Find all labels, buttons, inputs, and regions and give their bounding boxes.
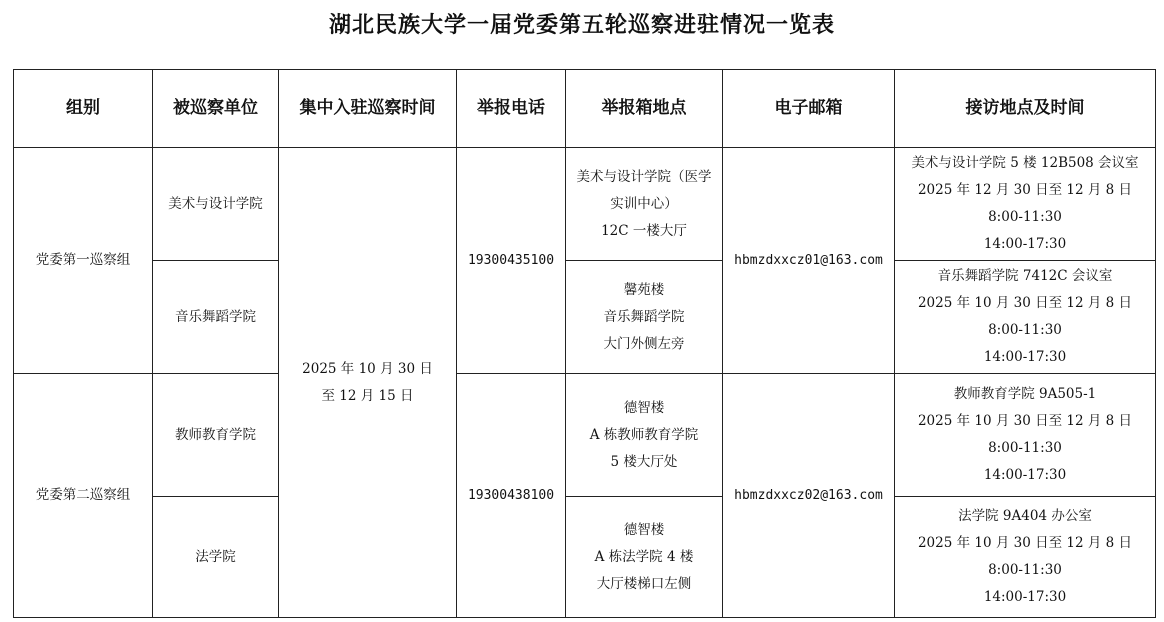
box-location-line: 德智楼 bbox=[623, 399, 665, 416]
visit-cell bbox=[895, 374, 1156, 497]
visit-time-am: 8:00-11:30 bbox=[988, 322, 1062, 338]
box-location-line: 大门外侧左旁 bbox=[603, 335, 685, 352]
box-location-line: 馨苑楼 bbox=[623, 281, 665, 298]
visit-cell bbox=[895, 148, 1156, 261]
unit-name: 音乐舞蹈学院 bbox=[175, 308, 256, 325]
header-cell-unit: 被巡察单位 bbox=[153, 70, 279, 148]
visit-time-am: 8:00-11:30 bbox=[988, 209, 1062, 225]
box-location-line: 音乐舞蹈学院 bbox=[603, 308, 685, 325]
header-cell-email: 电子邮箱 bbox=[723, 70, 895, 148]
unit-cell bbox=[153, 148, 279, 261]
table-row bbox=[14, 374, 1156, 497]
period-start: 2025 年 10 月 30 日 bbox=[302, 360, 433, 377]
header-cell-period: 集中入驻巡察时间 bbox=[279, 70, 457, 148]
unit-cell bbox=[153, 261, 279, 374]
phone-cell bbox=[457, 148, 566, 374]
box-location-line: 12C 一楼大厅 bbox=[601, 222, 687, 239]
box-cell bbox=[566, 374, 723, 497]
phone-number: 19300438100 bbox=[467, 488, 555, 503]
header-cell-visit: 接访地点及时间 bbox=[895, 70, 1156, 148]
box-cell bbox=[566, 148, 723, 261]
header-cell-box: 举报箱地点 bbox=[566, 70, 723, 148]
box-location-line: A 栋法学院 4 楼 bbox=[594, 548, 694, 565]
unit-name: 法学院 bbox=[195, 548, 236, 565]
phone-number: 19300435100 bbox=[467, 253, 555, 268]
visit-time-am: 8:00-11:30 bbox=[988, 440, 1062, 456]
visit-time-pm: 14:00-17:30 bbox=[983, 467, 1067, 483]
email-cell bbox=[723, 148, 895, 374]
email-cell bbox=[723, 374, 895, 618]
period-end: 至 12 月 15 日 bbox=[321, 387, 414, 404]
visit-place: 音乐舞蹈学院 7412C 会议室 bbox=[937, 268, 1113, 284]
box-location-line: 大厅楼梯口左侧 bbox=[596, 575, 692, 592]
header-cell-phone: 举报电话 bbox=[457, 70, 566, 148]
visit-time-pm: 14:00-17:30 bbox=[983, 236, 1067, 252]
visit-place: 美术与设计学院 5 楼 12B508 会议室 bbox=[911, 155, 1139, 171]
box-cell bbox=[566, 261, 723, 374]
box-location-line: 美术与设计学院（医学实训中心） bbox=[576, 168, 712, 212]
visit-place: 法学院 9A404 办公室 bbox=[958, 508, 1092, 524]
page-title: 湖北民族大学一届党委第五轮巡察进驻情况一览表 bbox=[328, 13, 835, 38]
group-name-cell bbox=[14, 374, 153, 618]
visit-place: 教师教育学院 9A505-1 bbox=[953, 386, 1097, 402]
group-name: 党委第二巡察组 bbox=[35, 487, 131, 503]
unit-cell bbox=[153, 374, 279, 497]
header-cell-group: 组别 bbox=[14, 70, 153, 148]
email-address: hbmzdxxcz02@163.com bbox=[734, 488, 883, 503]
visit-time-pm: 14:00-17:30 bbox=[983, 349, 1067, 365]
box-location-line: 5 楼大厅处 bbox=[610, 453, 678, 470]
visit-cell bbox=[895, 497, 1156, 618]
visit-dates: 2025 年 12 月 30 日至 12 月 8 日 bbox=[917, 182, 1133, 198]
visit-dates: 2025 年 10 月 30 日至 12 月 8 日 bbox=[917, 413, 1133, 429]
inspection-table bbox=[13, 69, 1156, 618]
unit-name: 美术与设计学院 bbox=[168, 195, 263, 212]
group-name-cell bbox=[14, 148, 153, 374]
header-row bbox=[14, 70, 1156, 148]
table-row bbox=[14, 261, 1156, 374]
box-location-line: 德智楼 bbox=[623, 521, 665, 538]
box-cell bbox=[566, 497, 723, 618]
box-location-line: A 栋教师教育学院 bbox=[589, 426, 699, 443]
unit-cell bbox=[153, 497, 279, 618]
visit-cell bbox=[895, 261, 1156, 374]
unit-name: 教师教育学院 bbox=[175, 426, 256, 443]
visit-time-pm: 14:00-17:30 bbox=[983, 589, 1067, 605]
phone-cell bbox=[457, 374, 566, 618]
visit-dates: 2025 年 10 月 30 日至 12 月 8 日 bbox=[917, 535, 1133, 551]
visit-time-am: 8:00-11:30 bbox=[988, 562, 1062, 578]
email-address: hbmzdxxcz01@163.com bbox=[734, 253, 883, 268]
group-name: 党委第一巡察组 bbox=[35, 252, 131, 268]
period-cell bbox=[279, 148, 457, 618]
table-row bbox=[14, 148, 1156, 261]
table-row bbox=[14, 497, 1156, 618]
visit-dates: 2025 年 10 月 30 日至 12 月 8 日 bbox=[917, 295, 1133, 311]
